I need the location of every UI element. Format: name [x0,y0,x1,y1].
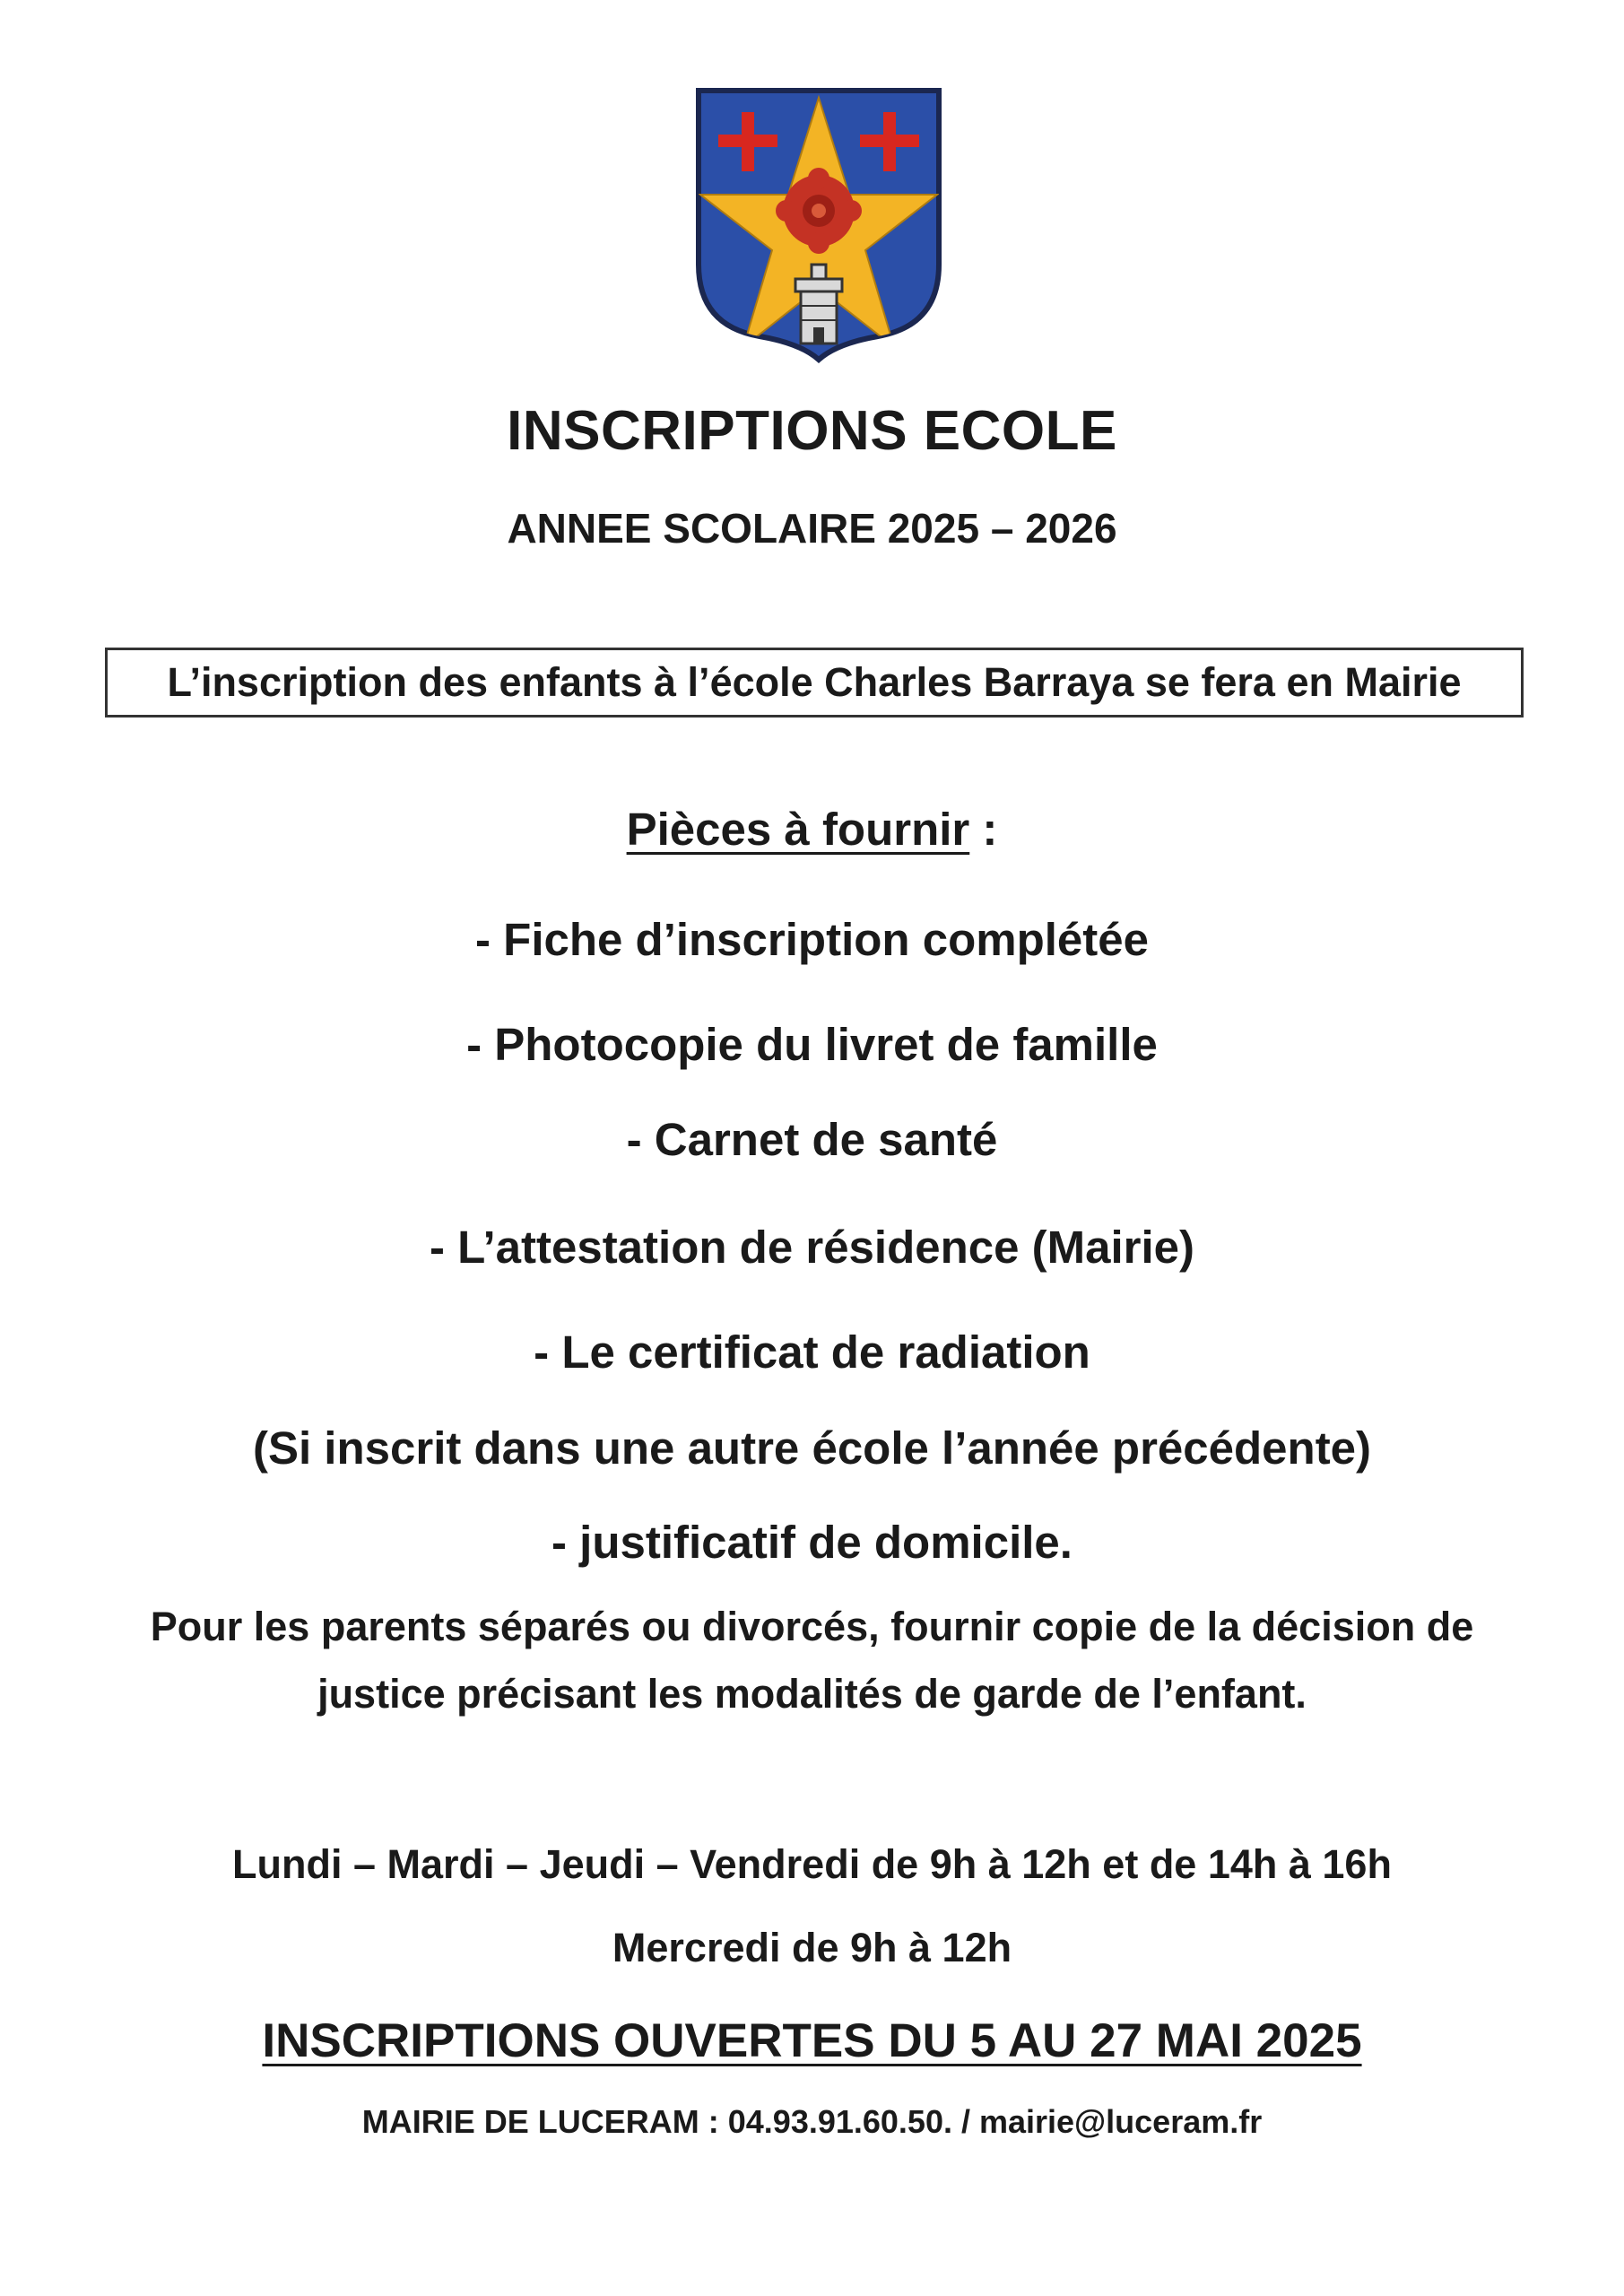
document-item: - Carnet de santé [626,1114,998,1165]
document-item: - justificatif de domicile. [551,1517,1073,1568]
registration-notice-box [105,648,1524,718]
documents-heading-label: Pièces à fournir [626,804,970,855]
document-item: - Photocopie du livret de famille [466,1019,1158,1070]
opening-hours-weekdays: Lundi – Mardi – Jeudi – Vendredi de 9h à 12h et de 14h à 16h [232,1841,1392,1887]
document-item: - Fiche d’inscription complétée [475,914,1149,965]
page-title: INSCRIPTIONS ECOLE [507,400,1117,462]
coat-of-arms-logo [693,85,944,363]
registration-dates-text: INSCRIPTIONS OUVERTES DU 5 AU 27 MAI 2025 [262,2014,1362,2067]
separated-parents-note-line2: justice précisant les modalités de garde de l’enfant. [317,1671,1307,1717]
separated-parents-note-line1: Pour les parents séparés ou divorcés, fournir copie de la décision de [150,1604,1474,1649]
mairie-contact: MAIRIE DE LUCERAM : 04.93.91.60.50. / mairie@luceram.fr [361,2103,1263,2140]
documents-heading [0,803,1624,856]
opening-hours-wednesday: Mercredi de 9h à 12h [612,1925,1012,1970]
documents-heading-colon: : [969,804,998,855]
document-item: - L’attestation de résidence (Mairie) [429,1222,1195,1273]
school-year-subtitle: ANNEE SCOLAIRE 2025 – 2026 [507,505,1117,552]
document-item: - Le certificat de radiation [534,1326,1090,1378]
registration-dates [0,2013,1624,2068]
document-item-note: (Si inscrit dans une autre école l’année précédente) [252,1422,1372,1474]
registration-notice-text: L’inscription des enfants à l’école Charles Barraya se fera en Mairie [167,659,1462,705]
